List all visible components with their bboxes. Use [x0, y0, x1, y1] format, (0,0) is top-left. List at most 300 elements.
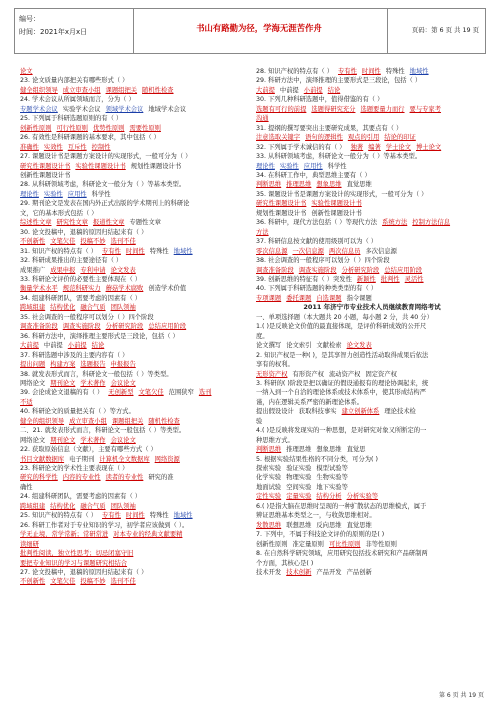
text-line: [20, 473, 252, 482]
answer-option: 随机性检查: [148, 417, 180, 425]
text-line: [256, 426, 488, 435]
answer-option: 定量实验: [286, 493, 312, 501]
answer-option: 无创新型: [108, 389, 134, 397]
text-line: [20, 511, 252, 520]
question-text: 26. 有效性是科研课题的基本要求，其中包括（ ）: [20, 134, 160, 142]
answer-option: 期刊论文: [50, 436, 76, 444]
text-line: [256, 332, 488, 341]
answer-option: 课题组把关: [111, 417, 144, 425]
question-text: 准定量原则: [292, 540, 324, 548]
question-text: 创造学术价值: [148, 285, 187, 293]
answer-option: 综述性文章: [20, 219, 52, 227]
question-text: 地面试验: [256, 483, 282, 491]
text-line: [256, 303, 488, 312]
text-line: [20, 209, 252, 218]
answer-option: 应用性: [303, 162, 323, 170]
answer-option: 投稿不妙: [80, 238, 106, 246]
text-line: [256, 483, 488, 492]
question-text: 38. 社会调查的一般程序可以划分（ ）四个阶段: [256, 257, 390, 265]
answer-option: 理论性: [20, 190, 39, 198]
answer-option: 论文发表: [346, 342, 372, 350]
question-text: 理论技术检: [384, 408, 416, 416]
question-text: 27. 论文投稿中，退稿的原因归结起来有（ ）: [20, 569, 148, 577]
answer-option: 分析研究阶段: [105, 323, 144, 331]
question-text: 推理思维: [286, 446, 312, 454]
text-line: [20, 313, 252, 322]
text-line: [256, 180, 488, 189]
text-line: [20, 256, 252, 265]
header-page-number: 页码：第 6 页 共 19 页: [411, 26, 479, 34]
text-line: [256, 492, 488, 501]
answer-option: 团队领袖: [110, 304, 136, 312]
answer-option: 期刊论文: [50, 379, 76, 387]
text-line: [20, 398, 252, 407]
text-line: [256, 105, 488, 114]
answer-option: 成果申报: [50, 266, 76, 274]
answer-option: 时间性: [125, 247, 145, 255]
answer-option: 选题报告: [80, 361, 106, 369]
right-text-column: [256, 67, 488, 577]
question-text: 地下实验等: [316, 483, 348, 491]
question-text: 38. 就发表形式而言，科研论文一般包括（ ）等类型。: [20, 370, 173, 378]
text-line: [20, 95, 252, 104]
question-text: 网络论文: [20, 436, 46, 444]
answer-option: 控制性: [91, 143, 111, 151]
answer-option: 结论: [91, 342, 105, 350]
answer-option: 分析实验等: [346, 493, 379, 501]
question-text: 4.( )是反映将发现实的一种思想，是对研究对象又所断定的一: [256, 427, 427, 435]
answer-option: 内容的专业性: [62, 474, 101, 482]
text-line: [256, 152, 488, 161]
answer-option: 会议论文: [110, 379, 136, 387]
text-line: [20, 76, 252, 85]
question-text: 创新性原则: [256, 540, 288, 548]
question-text: 直觉思维: [346, 521, 372, 529]
text-line: [20, 332, 252, 341]
question-text: 探索实验: [256, 465, 282, 473]
text-line: [20, 417, 252, 426]
question-text: 科学性: [327, 162, 347, 170]
text-line: [20, 303, 252, 312]
question-text: 个方面，其核心是( ): [256, 559, 314, 567]
answer-option: 地域性: [173, 247, 193, 255]
text-line: [256, 143, 488, 152]
text-line: [20, 162, 252, 171]
text-line: [256, 218, 488, 227]
question-text: 39. 创新思维的特征有（ ）突发性: [256, 275, 352, 283]
question-text: 固定资产权: [365, 370, 397, 378]
question-text: 文，它的基本形式包括（ ）: [20, 209, 98, 217]
text-line: [256, 228, 488, 237]
text-line: [256, 445, 488, 454]
text-line: [256, 133, 488, 142]
answer-option: 判断思维: [256, 181, 282, 189]
question-text: 多次信息源: [365, 247, 397, 255]
text-line: [256, 67, 488, 76]
answer-option: 一次信息源: [292, 247, 324, 255]
answer-option: 总结应用阶段: [148, 323, 187, 331]
answer-option: 结构分析: [316, 493, 342, 501]
text-line: [256, 502, 488, 511]
answer-option: 专项课题: [256, 294, 282, 302]
text-line: [256, 559, 488, 568]
answer-option: 学士论文: [385, 143, 411, 151]
text-line: [256, 540, 488, 549]
answer-option: 语句的逻辑性: [305, 134, 343, 142]
question-text: 34. 在科研工作中，典型思维主要有（ ）: [256, 171, 371, 179]
text-line: [256, 417, 488, 426]
answer-option: 大前提: [256, 86, 275, 94]
answer-option: 不创新性: [20, 238, 46, 246]
question-text: 验证实验: [286, 465, 312, 473]
question-text: 40. 下列属于科研选题的种类类型的有（ ）: [256, 285, 378, 293]
text-line: [256, 256, 488, 265]
question-text: 23. 论文质量内部把关有哪些形式（ ）: [20, 77, 129, 85]
text-line: [20, 407, 252, 416]
text-line: [20, 180, 252, 189]
question-text: 获取科技事实: [298, 408, 337, 416]
answer-option: 灵活性: [404, 275, 424, 283]
answer-option: 独著: [350, 143, 364, 151]
text-line: [20, 199, 252, 208]
question-text: 特殊性: [149, 512, 169, 520]
text-line: [256, 341, 488, 350]
question-text: 30. 论文投稿中，退稿的原因归结起来有（ ）: [20, 228, 148, 236]
text-line: [20, 152, 252, 161]
question-text: 24. 组建科研团队，需要考虑的因素有（ ）: [20, 493, 142, 501]
answer-option: 实验性课题设计书: [311, 200, 362, 208]
text-line: [20, 492, 252, 501]
text-line: [20, 143, 252, 152]
answer-option: 小前提: [303, 86, 323, 94]
answer-option: 团队领袖: [110, 502, 136, 510]
text-line: [20, 540, 252, 549]
answer-option: 结论的印证: [384, 134, 416, 142]
answer-option: 结论: [327, 86, 341, 94]
exam-title: 2011 年济宁市专业技术人员继续教育网络考试: [303, 303, 441, 312]
text-line: [256, 190, 488, 199]
answer-option: 分析研究阶段: [341, 266, 380, 274]
answer-option: 定性实验: [256, 493, 282, 501]
question-text: 特殊性: [149, 247, 169, 255]
question-text: 28. 从科研领域考虑，科研论文一般分为（ ）等基本类型。: [20, 181, 186, 189]
question-text: 度。: [256, 332, 269, 340]
answer-option: 专利申请: [80, 266, 106, 274]
answer-option: 读细研: [20, 540, 39, 548]
text-line: [20, 483, 252, 492]
answer-option: 可比性原则: [328, 540, 361, 548]
text-line: [20, 322, 252, 331]
question-text: 直觉思维: [346, 181, 372, 189]
question-text: 二、21. 就发表形式而言，科研论文一般包括（ ）等类型。: [20, 427, 186, 435]
answer-option: 专有性: [102, 512, 121, 520]
text-line: [256, 114, 488, 123]
question-text: 1.( )是反映论文价值的最直接体现，是评价科研成效的公开尺: [256, 323, 427, 331]
answer-option: 编著: [368, 143, 381, 151]
page-header: [14, 8, 486, 54]
answer-option: 批判性: [380, 275, 400, 283]
text-line: [20, 530, 252, 539]
question-text: 想象思维: [316, 446, 342, 454]
question-text: 一、单项选择题（本大题共 20 小题，每小题 2 分，共 40 分）: [256, 313, 433, 321]
question-text: 论文索引: [286, 342, 312, 350]
text-line: [256, 124, 488, 133]
text-line: [256, 95, 488, 104]
left-text-column: [20, 67, 252, 587]
question-text: 创新性课题设计书: [311, 209, 362, 217]
text-line: [256, 530, 488, 539]
text-line: [20, 124, 252, 133]
text-line: [20, 237, 252, 246]
text-line: [256, 284, 488, 293]
text-line: [20, 190, 252, 199]
question-text: 专题性文章: [129, 219, 161, 227]
question-text: 39. 会论成论文退稿的有（ ）: [20, 389, 104, 397]
answer-option: 大前提: [20, 342, 39, 350]
question-text: 37. 科研选题中涉及的主要内容有（ ）: [20, 351, 129, 359]
text-line: [256, 473, 488, 482]
text-line: [256, 511, 488, 520]
text-line: [256, 436, 488, 445]
question-text: 一纳入到一个自洽的理论体系或技术体系中，使其形成结构严: [256, 389, 427, 397]
answer-option: 零次信息源: [256, 247, 288, 255]
answer-option: 调查准备阶段: [20, 323, 58, 331]
text-line: [20, 105, 252, 114]
answer-option: 选刊不佳: [110, 238, 136, 246]
text-line: [20, 266, 252, 275]
answer-option: 研究性课题设计书: [20, 162, 71, 170]
answer-option: 时间性: [125, 512, 145, 520]
answer-option: 健全的组织领导: [20, 417, 65, 425]
question-text: 25. 知识产权的特点有（ ）: [20, 512, 97, 520]
answer-option: 健全组织领导: [20, 86, 58, 94]
answer-option: 实效性: [43, 143, 63, 151]
question-text: 32. 下列属于学术诚信的有（ ）: [256, 143, 346, 151]
question-text: 33. 科研论文评价的必要性主要体现在（ ）: [20, 275, 142, 283]
answer-option: 选题得研究充分: [311, 105, 356, 113]
text-line: [20, 228, 252, 237]
answer-option: 构建方案: [50, 361, 76, 369]
question-text: 36. 科研中，现代方法包括（ ）等现代方法: [256, 219, 378, 227]
answer-option: 蘑菇学术腐败: [105, 285, 144, 293]
answer-option: 需要性原则: [129, 124, 161, 132]
answer-option: 准确性: [20, 143, 39, 151]
answer-option: 投稿不妙: [80, 578, 106, 586]
text-line: [256, 549, 488, 558]
answer-option: 提出问题: [20, 361, 46, 369]
answer-option: 结构优化: [50, 304, 76, 312]
text-line: [256, 464, 488, 473]
text-line: [256, 294, 488, 303]
answer-option: 专有性: [338, 68, 357, 75]
text-line: [256, 521, 488, 530]
question-text: 生物实验等: [316, 474, 348, 482]
answer-option: 博士论文: [415, 143, 442, 151]
question-text: 空间实验: [286, 483, 312, 491]
answer-option: 领域学术会议: [105, 105, 144, 113]
text-line: [256, 379, 488, 388]
question-text: 3. 科研的( )阶段是把以确证的假设通报有的理论协调起来，统: [256, 379, 429, 387]
question-text: 30. 下列几种科研选题中，值得借鉴的有（ ）: [256, 96, 384, 104]
answer-option: 不创新性: [20, 578, 46, 586]
answer-option: 融合气质: [80, 304, 106, 312]
text-line: [256, 86, 488, 95]
answer-option: 观点的引用: [347, 134, 380, 142]
text-line: [256, 275, 488, 284]
answer-option: 技术创新: [286, 569, 312, 577]
answer-option: 跨域组建: [20, 502, 46, 510]
answer-option: 想象思维: [316, 181, 342, 189]
answer-option: 选刊: [198, 389, 212, 397]
answer-option: 会议论文: [110, 436, 136, 444]
answer-option: 应用性: [67, 190, 87, 198]
question-text: 确性: [20, 483, 33, 491]
question-text: 24. 学术会议从所属领域而言，分为（ ）: [20, 96, 135, 104]
question-text: 34. 组建科研团队，需要考虑的因素有（ ）: [20, 294, 142, 302]
answer-option: 地域性: [409, 68, 429, 75]
text-line: [20, 360, 252, 369]
question-text: 模型试验等: [316, 465, 348, 473]
question-text: 2. 知识产权是一种( )，是其享智力创造性活动取得成果后依法: [256, 351, 429, 359]
question-text: 种思维方式。: [256, 436, 294, 444]
answer-option: 控制方法信息: [412, 219, 451, 227]
text-line: [256, 360, 488, 369]
question-text: 化学实验: [256, 474, 282, 482]
text-line: [20, 284, 252, 293]
question-text: 实验学术会议: [62, 105, 101, 113]
question-text: 8. 在自然科学研究领域，应用研究包括技术研究和产品研制两: [256, 550, 428, 558]
question-text: 40. 科研论文的质量把关有（ ）等方式。: [20, 408, 135, 416]
answer-option: 批判性阅读，独立性思考；切忌闭塞守旧: [20, 550, 134, 558]
answer-option: 创新性原则: [20, 124, 52, 132]
answer-option: 规范科研实力: [62, 285, 101, 293]
text-line: [20, 133, 252, 142]
answer-option: 实验性课题设计书: [75, 162, 126, 170]
question-text: 规划性课题设计书: [130, 162, 182, 170]
answer-option: 成立审查小组: [69, 417, 107, 425]
answer-option: 跨域组建: [20, 304, 46, 312]
answer-option: 学无止境，常学常新；常研常进: [20, 531, 109, 539]
text-line: [20, 370, 252, 379]
question-text: 创新性课题设计书: [20, 171, 71, 179]
answer-option: 结构优化: [50, 502, 76, 510]
question-text: 流动资产权: [328, 370, 361, 378]
text-line: [20, 455, 252, 464]
answer-option: 沟通: [256, 115, 269, 123]
header-date: 时间：2021年x月x日: [19, 28, 88, 36]
text-line: [20, 426, 252, 435]
page-footer: 第 6 页 共 19 页: [439, 692, 484, 699]
answer-option: 融合气质: [80, 502, 106, 510]
question-text: 地域学术会议: [148, 105, 187, 113]
header-divider: [133, 9, 134, 53]
text-line: [256, 370, 488, 379]
text-line: [20, 341, 252, 350]
question-text: 谨，内在逻辑关系严密的新理论体系。: [256, 398, 364, 406]
text-line: [256, 266, 488, 275]
answer-option: 研究性课题设计书: [256, 200, 307, 208]
answer-option: 时间性: [361, 68, 381, 75]
question-text: 27. 课题设计书是课题方案设计的实现形式，一般可分为（ ）: [20, 153, 192, 161]
text-line: [256, 247, 488, 256]
answer-option: 文笔欠佳: [50, 578, 76, 586]
question-text: 5. 根据实验结果性格的不同分类，可分为( ): [256, 455, 378, 463]
text-line: [20, 67, 252, 76]
question-text: 29. 科研方法中，演绎推理的主要形式是三段论，包括（ ）: [256, 77, 422, 85]
answer-option: 实验性: [279, 162, 299, 170]
answer-option: 总结应用阶段: [384, 266, 423, 274]
question-text: 研究的准: [148, 474, 174, 482]
answer-option: 网络资源: [154, 455, 180, 463]
question-text: 25. 下列属于科研选题原则的有（ ）: [20, 115, 123, 123]
question-text: 29. 期刊论文是发表在国内外正式出版的学术期刊上的科研论: [20, 200, 190, 208]
question-text: 37. 科研信息按文献的使用级别可以为（ ）: [256, 238, 378, 246]
question-text: 非等性原则: [365, 540, 397, 548]
question-text: 反向思维: [316, 521, 342, 529]
text-line: [20, 502, 252, 511]
text-line: [256, 407, 488, 416]
answer-option: 自选课题: [316, 294, 342, 302]
question-text: 产品创新: [346, 569, 372, 577]
text-line: [20, 445, 252, 454]
question-text: 文献检索: [316, 342, 342, 350]
text-line: [256, 398, 488, 407]
text-line: [256, 322, 488, 331]
text-line: [20, 568, 252, 577]
header-code: 编号：: [19, 15, 40, 23]
answer-option: 选刊不佳: [110, 578, 136, 586]
question-text: 指令课题: [346, 294, 372, 302]
answer-option: 建立创新体系: [341, 408, 380, 416]
answer-option: 要与专家考: [409, 105, 442, 113]
question-text: 31. 知识产权的特点有（ ）: [20, 247, 97, 255]
text-line: [256, 76, 488, 85]
answer-option: 选题要量力而行: [360, 105, 405, 113]
text-line: [20, 577, 252, 586]
question-text: 直觉思: [346, 446, 366, 454]
text-line: [256, 313, 488, 322]
answer-option: 要把专业知识的学习与课题研究相结合: [20, 559, 128, 567]
question-text: 论文撰写: [256, 342, 282, 350]
text-line: [20, 247, 252, 256]
question-text: 中前提: [279, 86, 299, 94]
answer-option: 研究的科学性: [20, 474, 58, 482]
text-line: [20, 171, 252, 180]
question-text: 网络论文: [20, 379, 46, 387]
answer-option: 互斥性: [67, 143, 87, 151]
answer-option: 读者的专业性: [105, 474, 144, 482]
answer-option: 理论性: [256, 162, 275, 170]
question-text: 31. 提纲的撰写要突出主要研究成果，其要点有（ ）: [256, 124, 403, 132]
answer-option: 优势性原则: [92, 124, 125, 132]
answer-option: 选题有可行的前提: [256, 105, 307, 113]
text-line: [20, 218, 252, 227]
answer-option: 计算机全文数据库: [99, 455, 150, 463]
answer-option: 随机性检查: [142, 86, 174, 94]
answer-option: 专题学术会议: [20, 105, 58, 113]
question-text: 科学性: [91, 190, 111, 198]
header-motto: 书山有路勤为径，学海无涯苦作舟: [196, 23, 322, 33]
question-text: 范围狭窄: [168, 389, 194, 397]
header-divider: [387, 9, 388, 53]
text-line: [20, 379, 252, 388]
text-line: [20, 86, 252, 95]
answer-option: 实验性: [43, 190, 63, 198]
answer-option: 可行性原则: [56, 124, 88, 132]
question-text: 22. 获取原始信息（文献），主要有哪些方式（ ）: [20, 446, 157, 454]
answer-option: 课题组把关: [105, 86, 138, 94]
text-line: [20, 559, 252, 568]
